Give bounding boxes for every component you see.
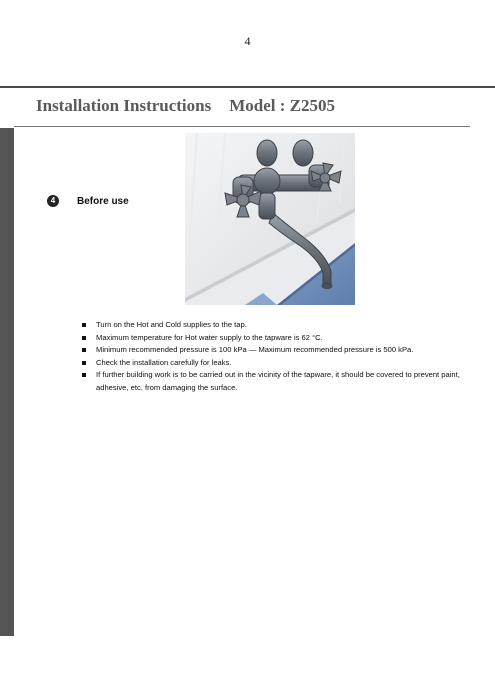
header-model: Model : Z2505: [229, 96, 336, 115]
instructions-list: [80, 319, 460, 394]
step-label: Before use: [77, 195, 129, 207]
step-number-badge: 4: [47, 195, 59, 207]
page-number: 4: [244, 34, 251, 48]
instruction-item: Turn on the Hot and Cold supplies to the tap.: [80, 319, 460, 332]
instruction-item: If further building work is to be carried out in the vicinity of the tapware, it should be covered to prevent paint, adhesive, etc. from damaging the surface.: [80, 369, 460, 394]
header-divider: [14, 126, 470, 127]
header-title: Installation Instructions: [36, 96, 212, 115]
wall-mounted-tap-illustration: [185, 133, 355, 305]
instruction-item: Check the installation carefully for leaks.: [80, 357, 460, 370]
page-header: [36, 96, 335, 116]
step-heading: [47, 195, 129, 207]
top-divider: [0, 86, 495, 88]
instruction-item: Minimum recommended pressure is 100 kPa — Maximum recommended pressure is 500 kPa.: [80, 344, 460, 357]
instruction-item: Maximum temperature for Hot water supply to the tapware is 62 °C.: [80, 332, 460, 345]
side-bar: [0, 128, 14, 636]
